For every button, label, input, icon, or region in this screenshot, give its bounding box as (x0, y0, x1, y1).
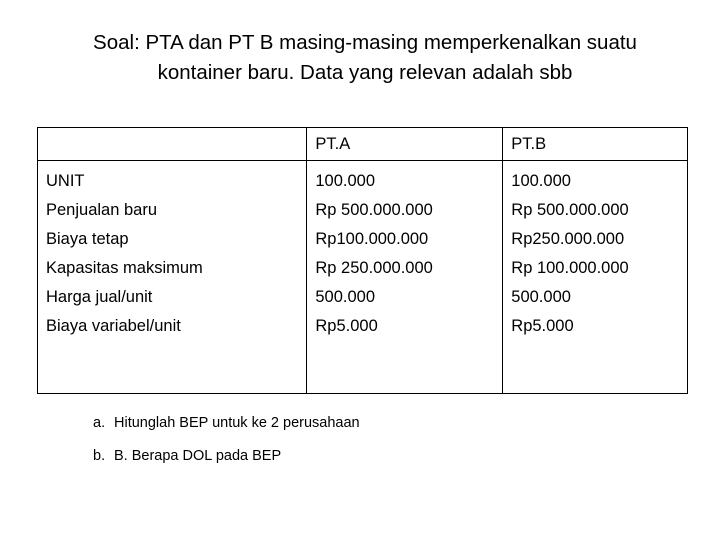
header-cell-pt-b: PT.B (503, 128, 688, 161)
question-item-a (93, 410, 360, 443)
table-body-row (38, 161, 688, 394)
pt-b-harga-jual-unit: 500.000 (511, 288, 571, 306)
pt-b-biaya-tetap: Rp250.000.000 (511, 230, 625, 248)
pt-a-unit: 100.000 (315, 172, 376, 190)
question-item-b (93, 443, 360, 476)
pt-b-unit: 100.000 (511, 172, 571, 190)
question-marker-b: b. (93, 448, 106, 464)
header-cell-pt-a: PT.A (307, 128, 503, 161)
pt-a-biaya-variabel-unit: Rp5.000 (315, 317, 378, 335)
pt-a-harga-jual-unit: 500.000 (315, 288, 376, 306)
title-line-2: kontainer baru. Data yang relevan adalah sbb (157, 61, 573, 84)
label-harga-jual-unit: Harga jual/unit (46, 288, 153, 306)
label-biaya-variabel-unit: Biaya variabel/unit (46, 317, 181, 335)
table-header-row (38, 128, 688, 161)
pt-b-biaya-variabel-unit: Rp5.000 (511, 317, 574, 335)
pt-b-penjualan-baru: Rp 500.000.000 (511, 201, 629, 219)
pt-b-kapasitas-maksimum: Rp 100.000.000 (511, 259, 629, 277)
slide-title (20, 28, 710, 88)
pt-a-biaya-tetap: Rp100.000.000 (315, 230, 429, 248)
label-unit: UNIT (46, 172, 85, 190)
question-text-b: B. Berapa DOL pada BEP (114, 448, 282, 464)
label-penjualan-baru: Penjualan baru (46, 201, 158, 219)
pt-b-column (503, 161, 688, 394)
label-biaya-tetap: Biaya tetap (46, 230, 129, 248)
question-text-a: Hitunglah BEP untuk ke 2 perusahaan (114, 415, 360, 431)
header-cell-empty (38, 128, 307, 161)
title-line-1: Soal: PTA dan PT B masing-masing memperkenalkan suatu (93, 31, 637, 54)
pt-a-column (307, 161, 503, 394)
question-marker-a: a. (93, 415, 106, 431)
pt-a-penjualan-baru: Rp 500.000.000 (315, 201, 433, 219)
label-kapasitas-maksimum: Kapasitas maksimum (46, 259, 203, 277)
label-column (38, 161, 307, 394)
question-list (93, 410, 360, 476)
pt-a-kapasitas-maksimum: Rp 250.000.000 (315, 259, 433, 277)
comparison-table (37, 127, 688, 394)
